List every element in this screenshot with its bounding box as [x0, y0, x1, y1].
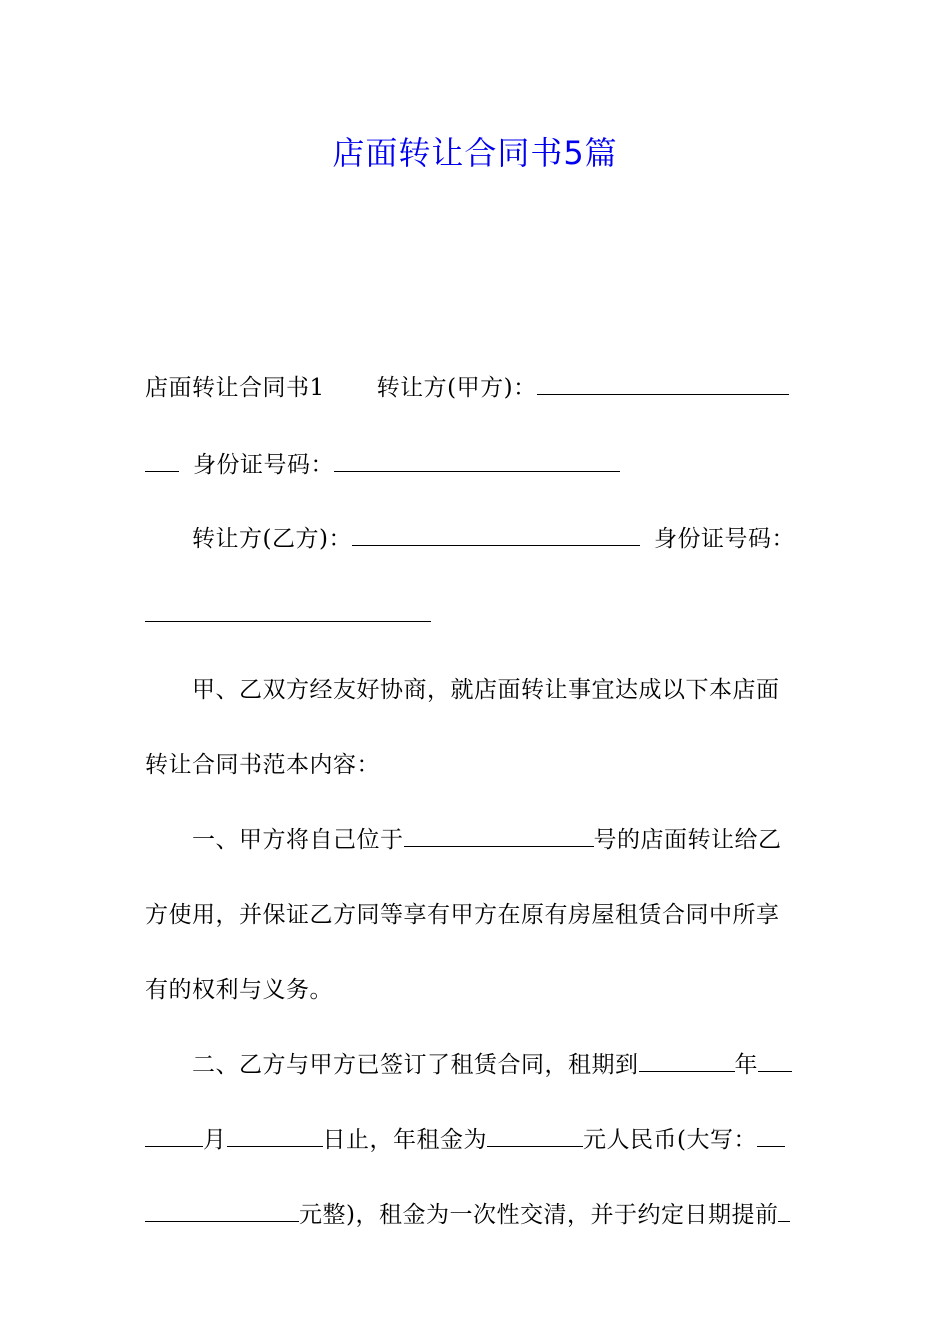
- clause-2-text-d: 元整)，租金为一次性交清，并于约定日期提前: [299, 1202, 779, 1228]
- paragraph-intro-line-2: [145, 720, 380, 780]
- rent-words-blank-start: [757, 1128, 785, 1147]
- clause-1-line-2: [145, 870, 780, 930]
- clause-1-text-a: 一、甲方将自己位于: [192, 827, 404, 853]
- paragraph-intro-line-1: [192, 645, 780, 705]
- rent-words-blank-cont: [145, 1203, 299, 1222]
- lease-day-blank: [227, 1128, 323, 1147]
- clause-1-line-3: [145, 945, 333, 1005]
- clause-2-line-2: [145, 1095, 785, 1155]
- clause-2-line-1: [192, 1020, 792, 1080]
- intro-text-2: 转让合同书范本内容：: [145, 752, 380, 778]
- contract-heading: 店面转让合同书1: [145, 375, 325, 401]
- party-a-id-label: 身份证号码：: [193, 452, 334, 478]
- month-label: 月: [203, 1127, 227, 1153]
- party-b-label: 转让方(乙方)：: [192, 526, 352, 552]
- lease-year-blank: [639, 1053, 735, 1072]
- intro-text-1: 甲、乙双方经友好协商，就店面转让事宜达成以下本店面: [192, 677, 780, 703]
- line-party-a: [145, 343, 789, 403]
- line-party-b: [192, 494, 795, 554]
- party-a-blank-cont: [145, 453, 179, 472]
- advance-days-blank: [778, 1203, 790, 1222]
- line-party-a-id: [145, 420, 620, 480]
- clause-2-text-c: 元人民币(大写：: [583, 1127, 757, 1153]
- party-a-label: 转让方(甲方)：: [376, 375, 537, 401]
- line-party-b-id: [145, 570, 431, 630]
- year-label: 年: [734, 1052, 758, 1078]
- party-a-id-blank: [334, 453, 620, 472]
- document-title: 店面转让合同书5篇: [332, 134, 618, 172]
- party-b-id-label: 身份证号码：: [653, 526, 795, 552]
- clause-1-text-d: 有的权利与义务。: [145, 977, 333, 1003]
- clause-1-text-c: 方使用，并保证乙方同等享有甲方在原有房屋租赁合同中所享: [145, 902, 780, 928]
- lease-month-blank-cont: [145, 1128, 203, 1147]
- clause-1-line-1: [192, 795, 782, 855]
- clause-1-text-b: 号的店面转让给乙: [593, 827, 782, 853]
- rent-amount-blank: [487, 1128, 583, 1147]
- party-b-id-blank: [145, 603, 431, 622]
- lease-month-blank-start: [758, 1053, 792, 1072]
- party-a-blank: [537, 376, 789, 395]
- clause-2-text-a: 二、乙方与甲方已签订了租赁合同，租期到: [192, 1052, 639, 1078]
- shop-address-blank: [404, 828, 594, 847]
- clause-2-line-3: [145, 1170, 790, 1230]
- clause-2-text-b: 日止，年租金为: [322, 1127, 487, 1153]
- party-b-blank: [352, 527, 640, 546]
